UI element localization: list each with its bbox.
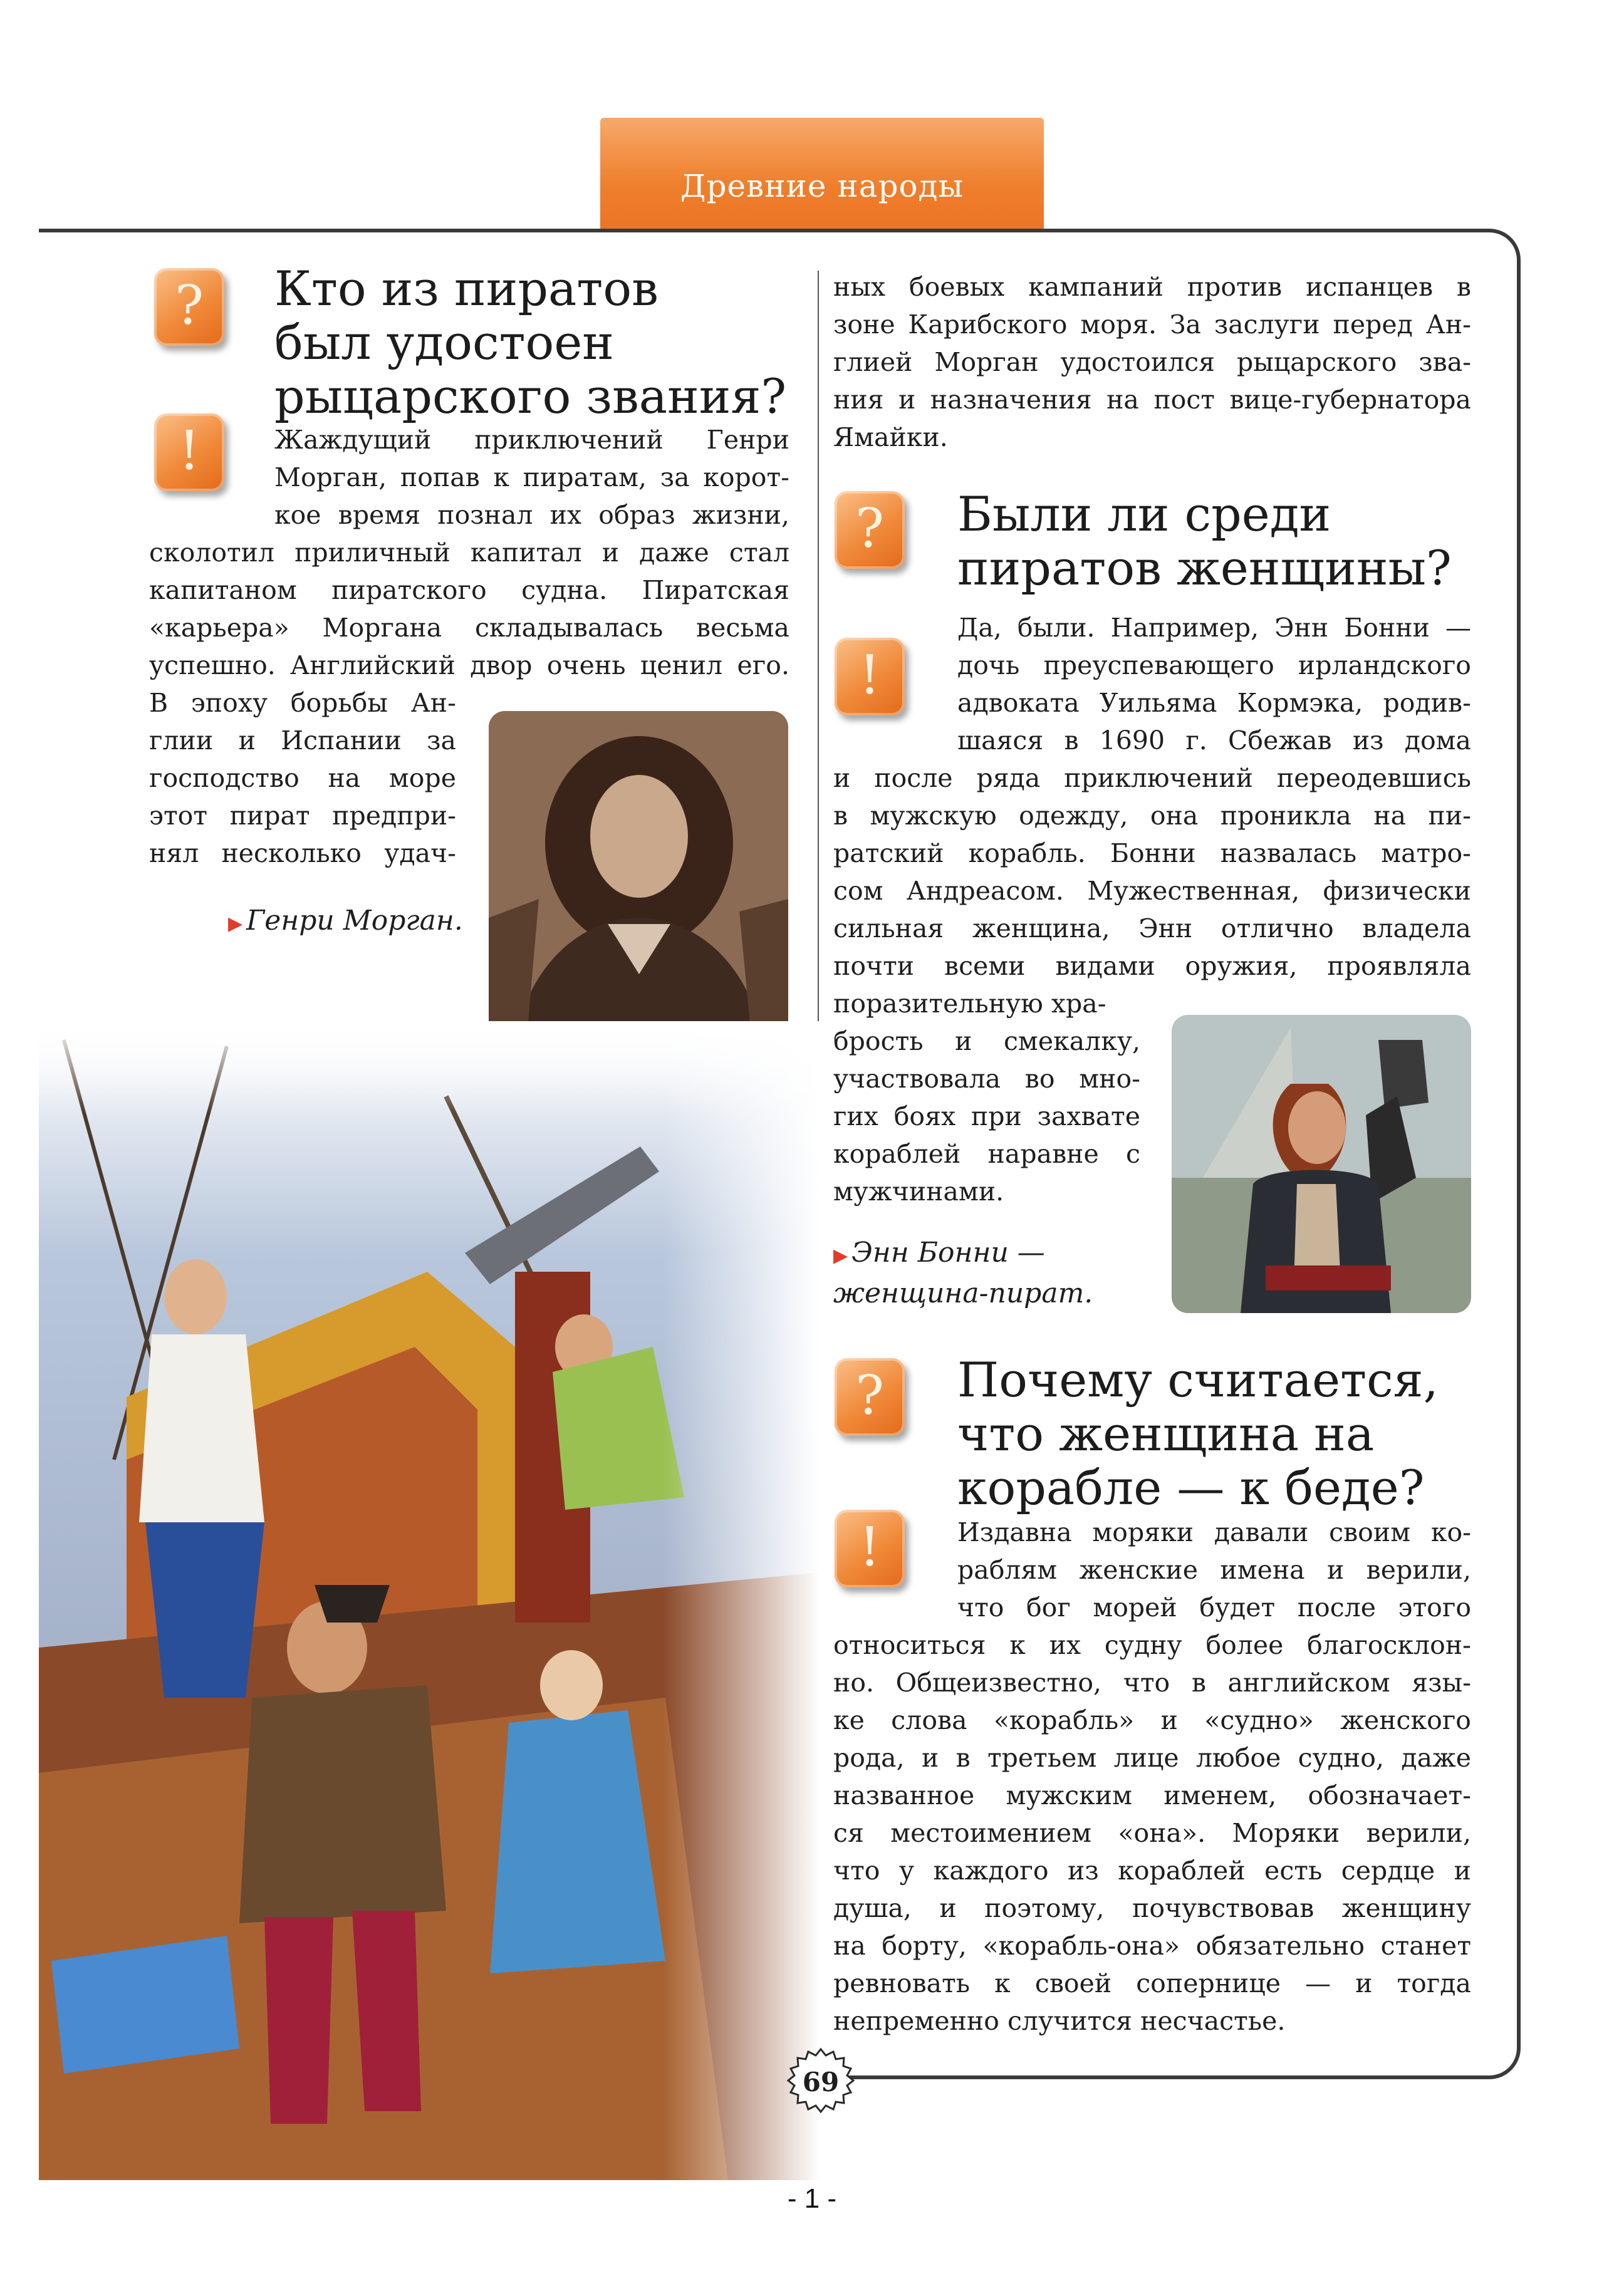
section2-answer-top xyxy=(957,609,1471,759)
text-line: нял несколько удач- xyxy=(149,838,456,868)
text-line: что у каждого из кораблей есть сердце и xyxy=(833,1856,1471,1886)
morgan-caption: ▶ Генри Морган. xyxy=(228,905,463,937)
page-number: 69 xyxy=(802,2067,840,2097)
text-line: дочь преуспевающего ирландского xyxy=(957,650,1471,680)
caption-triangle-icon: ▶ xyxy=(228,913,243,935)
title-line: корабле — к беде? xyxy=(957,1460,1425,1515)
text-line: участвовала во мно- xyxy=(833,1064,1140,1094)
section1-answer-narrow xyxy=(149,684,456,872)
text-line: «карьера» Моргана складывалась весьма xyxy=(149,613,789,643)
title-line: что женщина на xyxy=(957,1406,1375,1462)
text-line: почти всеми видами оружия, проявляла xyxy=(833,951,1471,981)
text-line: и после ряда приключений переодевшись xyxy=(833,763,1471,793)
morgan-engraving xyxy=(489,711,788,1043)
text-line: Жаждущий приключений Генри xyxy=(274,425,789,455)
text-line: этот пират предпри- xyxy=(149,801,456,831)
title-line: Были ли среди xyxy=(957,486,1331,542)
text-line: глией Морган удостоился рыцарского зва- xyxy=(833,347,1471,377)
caption-triangle-icon: ▶ xyxy=(833,1245,848,1267)
pirate-battle-illustration xyxy=(39,1021,819,2180)
title-line: пиратов женщины? xyxy=(957,540,1452,596)
section2-answer-full xyxy=(833,759,1471,985)
text-line: Издавна моряки давали своим ко- xyxy=(957,1517,1471,1547)
text-line: относиться к их судну более благосклон- xyxy=(833,1630,1471,1660)
section1-title xyxy=(274,262,786,423)
answer-badge-1: ! xyxy=(154,413,224,491)
text-line: зоне Карибского моря. За заслуги перед Ан- xyxy=(833,309,1471,340)
answer-badge-3: ! xyxy=(835,1510,905,1587)
text-line: шаяся в 1690 г. Сбежав из дома xyxy=(957,725,1471,756)
text-line: кораблей наравне с xyxy=(833,1139,1140,1169)
section-tab-label: Древние народы xyxy=(680,168,964,204)
text-line: Морган, попав к пиратам, за корот- xyxy=(274,462,789,492)
section3-title xyxy=(957,1353,1439,1515)
section-tab xyxy=(600,118,1044,229)
text-line: сом Андреасом. Мужественная, физически xyxy=(833,876,1471,906)
anne-bonny-portrait xyxy=(1172,1015,1471,1313)
question-badge-3: ? xyxy=(835,1358,905,1436)
title-line: Кто из пиратов xyxy=(274,261,658,316)
text-line: глии и Испании за xyxy=(149,725,456,756)
question-badge-2: ? xyxy=(835,491,905,569)
henry-morgan-portrait xyxy=(489,711,788,1043)
text-line: ке слова «корабль» и «судно» женского xyxy=(833,1705,1471,1735)
text-line: мужчинами. xyxy=(833,1177,1004,1207)
section1-answer-full xyxy=(149,534,789,684)
text-line: сильная женщина, Энн отлично владела xyxy=(833,913,1471,943)
text-line: рода, и в третьем лице любое судно, даже xyxy=(833,1743,1471,1773)
text-line: брость и смекалку, xyxy=(833,1026,1140,1056)
text-line: раблям женские имена и верили, xyxy=(957,1555,1471,1585)
bonny-painting xyxy=(1172,1015,1471,1313)
text-line: ратский корабль. Бонни назвалась матро- xyxy=(833,838,1471,868)
text-line: ревновать к своей сопернице — и тогда xyxy=(833,1968,1471,1998)
text-line: ния и назначения на пост вице-губернатора xyxy=(833,385,1471,415)
text-line: гих боях при захвате xyxy=(833,1101,1140,1131)
text-line: что бог морей будет после этого xyxy=(957,1592,1471,1623)
text-line: на борту, «корабль-она» обязательно станет xyxy=(833,1931,1471,1961)
section3-answer-top xyxy=(957,1514,1471,1626)
text-line: В эпоху борьбы Ан- xyxy=(149,688,456,718)
text-line: непременно случится несчастье. xyxy=(833,2006,1286,2036)
footer-page-label: - 1 - xyxy=(787,2183,837,2214)
answer-badge-2: ! xyxy=(835,638,905,715)
title-line: Почему считается, xyxy=(957,1352,1439,1408)
section3-answer-full xyxy=(833,1626,1471,2040)
battle-scene xyxy=(39,1021,819,2180)
text-line: названное мужским именем, обозначает- xyxy=(833,1780,1471,1810)
text-line: адвоката Уильяма Кормэка, родив- xyxy=(957,688,1471,718)
title-line: рыцарского звания? xyxy=(274,368,787,424)
section2-answer-narrow xyxy=(833,985,1140,1210)
section2-title xyxy=(957,487,1452,595)
text-line: поразительную хра- xyxy=(833,989,1106,1019)
text-line: ся местоимением «она». Моряки верили, xyxy=(833,1818,1471,1848)
title-line: был удостоен xyxy=(274,314,614,370)
section1-answer-top xyxy=(274,421,789,534)
text-line: кое время познал их образ жизни, xyxy=(274,500,789,530)
text-line: капитаном пиратского судна. Пиратская xyxy=(149,575,789,605)
section1-continuation xyxy=(833,268,1471,456)
text-line: душа, и поэтому, почувствовав женщину xyxy=(833,1893,1471,1923)
text-line: Да, были. Например, Энн Бонни — xyxy=(957,613,1471,643)
text-line: но. Общеизвестно, что в английском язы- xyxy=(833,1668,1471,1698)
bonny-caption: ▶ Энн Бонни — женщина-пират. xyxy=(833,1237,1093,1309)
page-number-badge xyxy=(783,2045,858,2114)
text-line: Ямайки. xyxy=(833,422,948,452)
question-badge-1: ? xyxy=(154,268,224,346)
text-line: господство на море xyxy=(149,763,456,793)
text-line: сколотил приличный капитал и даже стал xyxy=(149,538,789,568)
text-line: в мужскую одежду, она проникла на пи- xyxy=(833,801,1471,831)
text-line: успешно. Английский двор очень ценил его. xyxy=(149,650,789,680)
text-line: ных боевых кампаний против испанцев в xyxy=(833,272,1471,302)
